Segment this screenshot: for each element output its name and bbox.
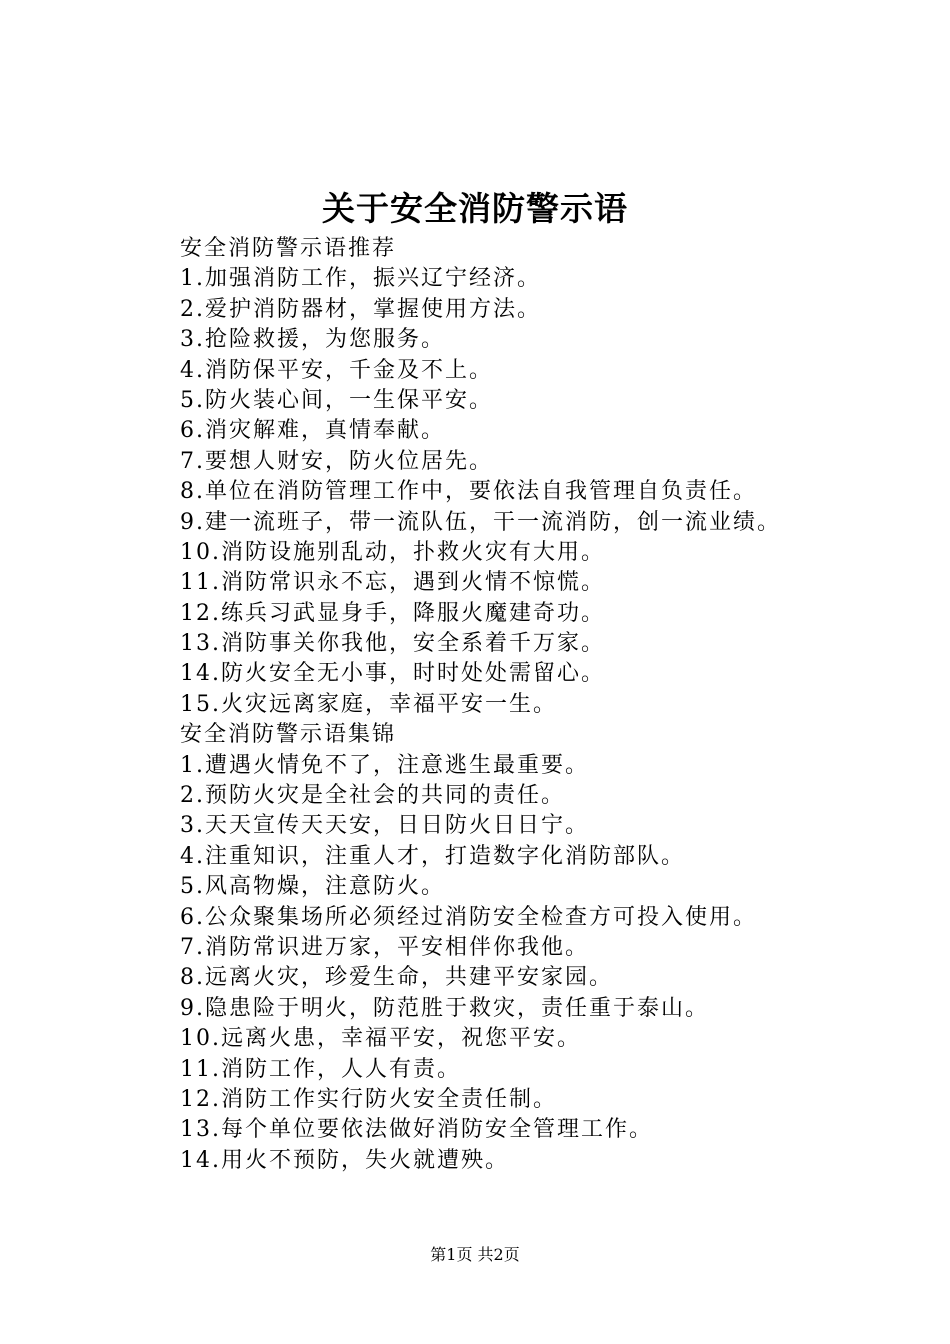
list-item: 8.单位在消防管理工作中，要依法自我管理自负责任。	[180, 479, 757, 505]
list-item: 2.预防火灾是全社会的共同的责任。	[180, 783, 565, 809]
list-item: 10.消防设施别乱动，扑救火灾有大用。	[180, 539, 605, 565]
list-item: 1.加强消防工作，振兴辽宁经济。	[180, 266, 541, 292]
page-title: 关于安全消防警示语	[322, 189, 628, 228]
list-item: 13.每个单位要依法做好消防安全管理工作。	[180, 1117, 653, 1143]
list-item: 14.用火不预防，失火就遭殃。	[180, 1147, 509, 1173]
page-footer: 第1页 共2页	[430, 1245, 520, 1264]
list-item: 9.隐患险于明火，防范胜于救灾，责任重于泰山。	[180, 995, 709, 1021]
list-item: 14.防火安全无小事，时时处处需留心。	[180, 661, 605, 687]
list-item: 13.消防事关你我他，安全系着千万家。	[180, 631, 605, 657]
list-item: 11.消防工作，人人有责。	[180, 1056, 461, 1082]
list-item: 3.天天宣传天天安，日日防火日日宁。	[180, 813, 589, 839]
list-item: 11.消防常识永不忘，遇到火情不惊慌。	[180, 570, 605, 596]
list-item: 4.注重知识，注重人才，打造数字化消防部队。	[180, 843, 685, 869]
list-item: 15.火灾远离家庭，幸福平安一生。	[180, 691, 557, 717]
list-item: 6.公众聚集场所必须经过消防安全检查方可投入使用。	[180, 904, 757, 930]
section-heading-collection: 安全消防警示语集锦	[180, 722, 397, 748]
section-heading-recommend: 安全消防警示语推荐	[180, 236, 397, 261]
list-item: 3.抢险救援，为您服务。	[180, 327, 445, 353]
list-item: 12.消防工作实行防火安全责任制。	[180, 1086, 557, 1112]
list-item: 9.建一流班子，带一流队伍，干一流消防，创一流业绩。	[180, 509, 781, 535]
list-item: 6.消灾解难，真情奉献。	[180, 418, 445, 444]
document-body	[180, 234, 920, 1176]
list-item: 7.要想人财安，防火位居先。	[180, 448, 493, 474]
list-item: 7.消防常识进万家，平安相伴你我他。	[180, 934, 589, 960]
list-item: 2.爱护消防器材，掌握使用方法。	[180, 296, 541, 322]
list-item: 4.消防保平安，千金及不上。	[180, 357, 493, 383]
list-item: 1.遭遇火情免不了，注意逃生最重要。	[180, 752, 589, 778]
list-item: 10.远离火患，幸福平安，祝您平安。	[180, 1026, 581, 1052]
list-item: 5.风高物燥，注意防火。	[180, 874, 445, 900]
list-item: 12.练兵习武显身手，降服火魔建奇功。	[180, 600, 605, 626]
list-item: 8.远离火灾，珍爱生命，共建平安家园。	[180, 965, 613, 991]
list-item: 5.防火装心间，一生保平安。	[180, 387, 493, 413]
